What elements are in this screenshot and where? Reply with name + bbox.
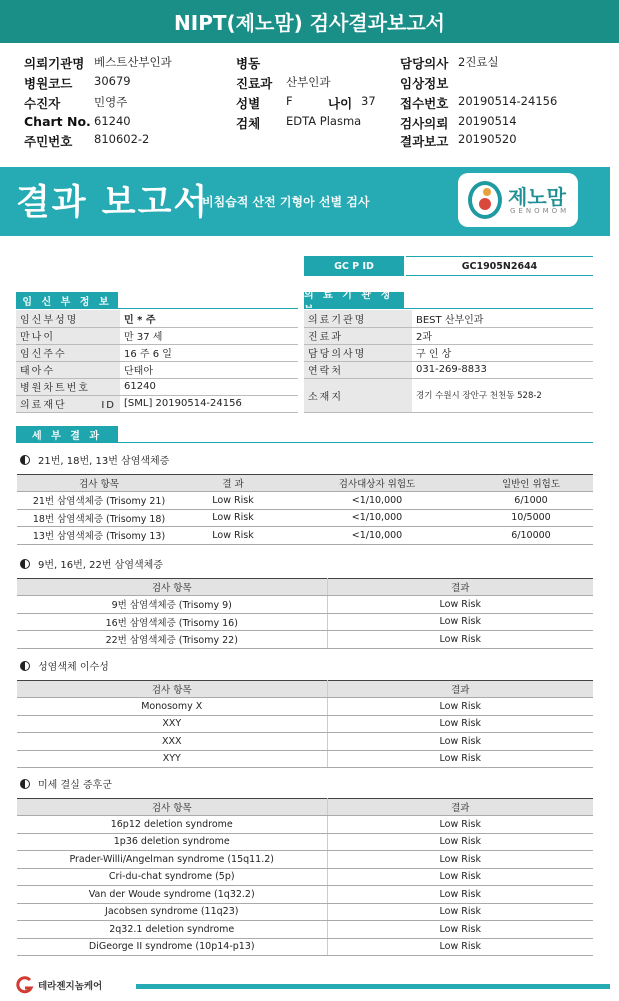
table-cell: Prader-Willi/Angelman syndrome (15q11.2): [17, 851, 327, 869]
table-row: [17, 921, 593, 939]
table-row: [16, 327, 298, 344]
table-cell: 만 37 세: [120, 327, 298, 344]
column-header: 검사 항목: [17, 579, 327, 596]
logo-text: 제노맘: [508, 185, 566, 209]
table-row: [16, 361, 298, 378]
hdr-value: 베스트산부인과: [94, 55, 172, 69]
hdr-key: 임상정보: [400, 76, 449, 91]
column-header: 결 과: [181, 475, 285, 492]
trisomy-minor-table: [17, 578, 593, 649]
pregnant-info-table: [16, 310, 298, 413]
logo-icon: [468, 181, 502, 219]
table-cell: 9번 삼염색체증 (Trisomy 9): [17, 596, 327, 614]
hdr-value: 30679: [94, 74, 131, 88]
table-cell: 소재지: [304, 378, 412, 412]
table-cell: 1p36 deletion syndrome: [17, 833, 327, 851]
table-cell: <1/10,000: [285, 527, 469, 545]
table-cell: 13번 삼염색체증 (Trisomy 13): [17, 527, 181, 545]
table-cell: 6/10000: [469, 527, 593, 545]
hdr-key: 접수번호: [400, 96, 449, 111]
column-header: 검사 항목: [17, 475, 181, 492]
detail-result-tag: 세 부 결 과: [16, 426, 118, 443]
table-row: [17, 903, 593, 921]
table-cell: Van der Woude syndrome (1q32.2): [17, 886, 327, 904]
table-cell: Low Risk: [327, 938, 593, 956]
hdr-value: 산부인과: [286, 75, 331, 89]
hdr-key: 병동: [236, 56, 261, 71]
table-row: [17, 596, 593, 614]
table-cell: 2q32.1 deletion syndrome: [17, 921, 327, 939]
table-cell: 구 인 상: [412, 344, 593, 361]
section-heading: 9번, 16번, 22번 삼염색체증: [20, 556, 163, 571]
institution-info-tag: 의 료 기 관 정: [304, 292, 404, 309]
column-header: 검사대상자 위험도: [285, 475, 469, 492]
hdr-key: 병원코드: [24, 76, 73, 91]
table-cell: [SML] 20190514-24156: [120, 395, 298, 412]
table-cell: Low Risk: [327, 886, 593, 904]
table-cell: Low Risk: [327, 750, 593, 768]
institution-info-table: [304, 310, 593, 413]
column-header: 결과: [327, 579, 593, 596]
half-circle-icon: [20, 455, 30, 465]
hdr-value: 61240: [94, 114, 131, 128]
table-cell: 16 주 6 일: [120, 344, 298, 361]
table-cell: XXX: [17, 733, 327, 751]
gcpid-label: GC P ID: [304, 256, 404, 276]
table-cell: Low Risk: [327, 833, 593, 851]
table-row: [17, 816, 593, 834]
table-cell: Monosomy X: [17, 698, 327, 716]
table-cell: 태아수: [16, 361, 120, 378]
table-row: [17, 698, 593, 716]
hdr-value: 20190514: [458, 114, 517, 128]
half-circle-icon: [20, 779, 30, 789]
column-header: 결과: [327, 799, 593, 816]
table-row: [17, 733, 593, 751]
table-row: [17, 631, 593, 649]
half-circle-icon: [20, 559, 30, 569]
table-row: [16, 395, 298, 412]
table-row: [17, 833, 593, 851]
hdr-key: 검사의뢰: [400, 116, 449, 131]
table-row: [17, 613, 593, 631]
section-heading: 미세 결실 증후군: [20, 776, 112, 791]
table-cell: 병원차트번호: [16, 378, 120, 395]
table-row: [16, 310, 298, 327]
table-row: [17, 886, 593, 904]
table-row: [17, 492, 593, 510]
table-row: [17, 750, 593, 768]
table-cell: 진료과: [304, 327, 412, 344]
section-heading: 21번, 18번, 13번 삼염색체증: [20, 452, 169, 467]
table-cell: 담당의사명: [304, 344, 412, 361]
table-cell: 031-269-8833: [412, 361, 593, 378]
gcpid-value: GC1905N2644: [406, 256, 593, 276]
table-cell: 의료기관명: [304, 310, 412, 327]
table-row: [17, 509, 593, 527]
footer-line: [136, 984, 610, 989]
result-banner: [0, 167, 610, 236]
table-row: [17, 851, 593, 869]
table-row: [17, 527, 593, 545]
table-cell: 만나이: [16, 327, 120, 344]
footer-company-name: 테라젠지놈케어: [38, 981, 103, 992]
hdr-key: 주민번호: [24, 134, 73, 149]
hdr-value: 20190514-24156: [458, 94, 558, 108]
table-cell: Low Risk: [327, 921, 593, 939]
microdeletion-table: [17, 798, 593, 956]
table-cell: Low Risk: [327, 698, 593, 716]
table-row: [304, 344, 593, 361]
table-cell: 21번 삼염색체증 (Trisomy 21): [17, 492, 181, 510]
hdr-key: 나이: [328, 96, 353, 111]
table-cell: Low Risk: [327, 631, 593, 649]
table-cell: 22번 삼염색체증 (Trisomy 22): [17, 631, 327, 649]
table-cell: 임신부성명: [16, 310, 120, 327]
table-cell: Low Risk: [327, 851, 593, 869]
hdr-key: 의뢰기관명: [24, 56, 85, 71]
table-cell: <1/10,000: [285, 509, 469, 527]
hdr-key: 성별: [236, 96, 261, 111]
table-cell: Low Risk: [327, 715, 593, 733]
table-cell: 임신주수: [16, 344, 120, 361]
hdr-value: 20190520: [458, 132, 517, 146]
column-header: 결과: [327, 681, 593, 698]
hdr-value: 37: [361, 94, 376, 108]
pregnant-info-tag: 임 신 부 정 보: [16, 292, 118, 309]
table-cell: 10/5000: [469, 509, 593, 527]
table-row: [16, 378, 298, 395]
hdr-key: 결과보고: [400, 134, 449, 149]
column-header: 검사 항목: [17, 799, 327, 816]
table-row: [304, 378, 593, 412]
table-cell: 16번 삼염색체증 (Trisomy 16): [17, 613, 327, 631]
table-row: [304, 327, 593, 344]
table-cell: Low Risk: [327, 868, 593, 886]
hdr-key: 수진자: [24, 96, 61, 111]
table-cell: Low Risk: [327, 816, 593, 834]
table-cell: 단태아: [120, 361, 298, 378]
column-header: 검사 항목: [17, 681, 327, 698]
table-cell: 16p12 deletion syndrome: [17, 816, 327, 834]
table-cell: XYY: [17, 750, 327, 768]
sex-chromosome-table: [17, 680, 593, 768]
logo-subtext: GENOMOM: [510, 207, 570, 215]
table-row: [17, 868, 593, 886]
footer-company-logo: [14, 976, 102, 994]
table-cell: Low Risk: [181, 492, 285, 510]
table-cell: 2과: [412, 327, 593, 344]
table-row: [17, 715, 593, 733]
table-cell: BEST 산부인과: [412, 310, 593, 327]
table-cell: Low Risk: [327, 613, 593, 631]
column-header: 일반인 위험도: [469, 475, 593, 492]
hdr-key: 진료과: [236, 76, 273, 91]
table-cell: Jacobsen syndrome (11q23): [17, 903, 327, 921]
half-circle-icon: [20, 661, 30, 671]
table-cell: 민 * 주: [120, 310, 298, 327]
banner-subtitle: 비침습적 산전 기형아 선별 검사: [202, 195, 370, 209]
table-cell: Low Risk: [327, 596, 593, 614]
table-cell: 의료재단 ID: [16, 395, 120, 412]
table-cell: Low Risk: [181, 509, 285, 527]
table-cell: 61240: [120, 378, 298, 395]
table-row: [17, 938, 593, 956]
section-heading: 성염색체 이수성: [20, 658, 109, 673]
table-cell: 18번 삼염색체증 (Trisomy 18): [17, 509, 181, 527]
hdr-key: 검체: [236, 116, 261, 131]
table-cell: 6/1000: [469, 492, 593, 510]
table-cell: <1/10,000: [285, 492, 469, 510]
table-cell: Cri-du-chat syndrome (5p): [17, 868, 327, 886]
table-cell: XXY: [17, 715, 327, 733]
report-title: NIPT(제노맘) 검사결과보고서: [0, 0, 619, 46]
hdr-key: 담당의사: [400, 56, 449, 71]
table-cell: 연락처: [304, 361, 412, 378]
genomom-logo: [458, 173, 578, 227]
hdr-value: 810602-2: [94, 132, 150, 146]
table-row: [16, 344, 298, 361]
table-row: [304, 310, 593, 327]
company-mark-icon: [14, 976, 34, 994]
hdr-value: F: [286, 94, 293, 108]
table-cell: DiGeorge II syndrome (10p14-p13): [17, 938, 327, 956]
hdr-value: EDTA Plasma: [286, 114, 362, 128]
trisomy-major-table: [17, 474, 593, 545]
table-cell: Low Risk: [181, 527, 285, 545]
table-cell: 경기 수원시 장안구 천천동 528-2: [412, 378, 593, 412]
hdr-value: 2진료실: [458, 55, 499, 69]
table-row: [304, 361, 593, 378]
banner-title: 결과 보고서: [16, 183, 210, 223]
table-cell: Low Risk: [327, 733, 593, 751]
hdr-value: 민영주: [94, 95, 128, 109]
hdr-key: Chart No.: [24, 114, 91, 129]
table-cell: Low Risk: [327, 903, 593, 921]
